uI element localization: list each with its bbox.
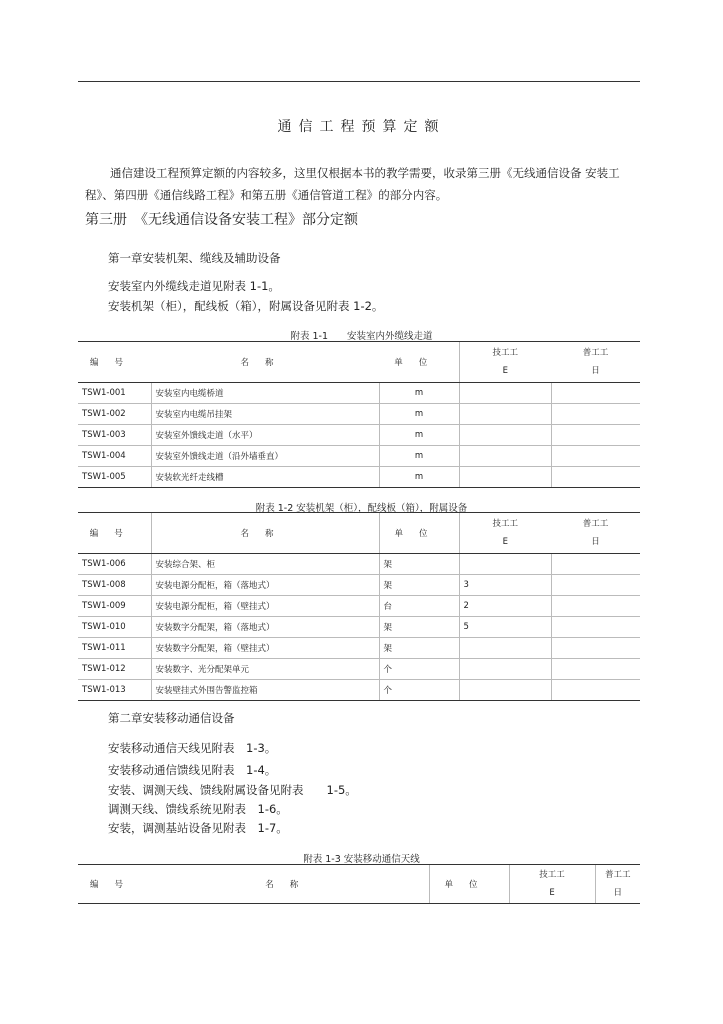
row-tech-labor — [459, 404, 551, 425]
chapter2-line-2: 安装移动通信馈线见附表 1-4。 — [108, 763, 277, 777]
header-tech-labor: 技工工 — [492, 519, 518, 529]
header-general-day: 日 — [591, 537, 600, 547]
row-general-labor — [551, 425, 640, 446]
chapter1-heading: 第一章安装机架、缆线及辅助设备 — [108, 251, 281, 265]
table1-header-row — [78, 342, 640, 383]
row-code: TSW1-012 — [78, 659, 151, 680]
intro-paragraph: 通信建设工程预算定额的内容较多，这里仅根据本书的教学需要，收录第三册《无线通信设备 安装工程》、第四册《通信线路工程》和第五册《通信管道工程》的部分内容。 — [85, 166, 620, 202]
row-unit: m — [379, 425, 459, 446]
header-unit: 单位 — [394, 358, 444, 368]
row-tech-labor: 5 — [459, 617, 551, 638]
table-row — [78, 638, 640, 659]
header-tech-day: E — [549, 888, 555, 898]
table-row — [78, 680, 640, 701]
chapter2-line-5: 安装，调测基站设备见附表 1-7。 — [108, 821, 288, 835]
row-tech-labor — [459, 446, 551, 467]
document-title: 通信工程预算定额 — [277, 119, 446, 135]
row-code: TSW1-005 — [78, 467, 151, 488]
row-name: 安装壁挂式外围告警监控箱 — [151, 680, 379, 701]
table-row — [78, 425, 640, 446]
header-tech-day: E — [502, 366, 508, 376]
row-code: TSW1-002 — [78, 404, 151, 425]
table-row — [78, 659, 640, 680]
chapter1-line-2: 安装机架（柜），配线板（箱），附属设备见附表 1-2。 — [108, 299, 384, 313]
row-general-labor — [551, 446, 640, 467]
row-name: 安装综合架、柜 — [151, 554, 379, 575]
header-tech-day: E — [502, 537, 508, 547]
header-name: 名称 — [240, 529, 290, 539]
row-general-labor — [551, 617, 640, 638]
chapter2-line-3: 安装、调测天线、馈线附属设备见附表 1-5。 — [108, 783, 357, 797]
row-code: TSW1-008 — [78, 575, 151, 596]
row-unit: 个 — [379, 659, 459, 680]
part3-heading: 第三册 《无线通信设备安装工程》部分定额 — [85, 212, 358, 228]
row-name: 安装室外馈线走道（沿外墙垂直） — [151, 446, 379, 467]
header-name: 名称 — [240, 358, 290, 368]
table1-caption: 附表 1-1 安装室内外缆线走道 — [290, 331, 433, 342]
header-general-day: 日 — [613, 888, 622, 898]
row-unit: m — [379, 404, 459, 425]
row-tech-labor — [459, 680, 551, 701]
table2 — [78, 512, 640, 701]
chapter2-line-4: 调测天线、馈线系统见附表 1-6。 — [108, 802, 288, 816]
header-general-labor: 普工工 — [582, 519, 609, 529]
row-code: TSW1-010 — [78, 617, 151, 638]
row-code: TSW1-013 — [78, 680, 151, 701]
row-name: 安装室外馈线走道（水平） — [151, 425, 379, 446]
table-row — [78, 554, 640, 575]
row-unit: m — [379, 467, 459, 488]
row-general-labor — [551, 596, 640, 617]
row-tech-labor — [459, 467, 551, 488]
row-name: 安装电源分配柜，箱（壁挂式） — [151, 596, 379, 617]
row-name: 安装室内电缆桥道 — [151, 383, 379, 404]
table-row — [78, 596, 640, 617]
row-code: TSW1-009 — [78, 596, 151, 617]
table-row — [78, 404, 640, 425]
row-name: 安装数字分配架，箱（壁挂式） — [151, 638, 379, 659]
row-code: TSW1-011 — [78, 638, 151, 659]
table-row — [78, 575, 640, 596]
row-unit: 个 — [379, 680, 459, 701]
row-name: 安装软光纤走线槽 — [151, 467, 379, 488]
header-general-labor: 普工工 — [604, 870, 631, 880]
chapter1-line-1: 安装室内外缆线走道见附表 1-1。 — [108, 279, 280, 293]
table1 — [78, 341, 640, 488]
table2-header-row — [78, 513, 640, 554]
row-tech-labor: 3 — [459, 575, 551, 596]
row-code: TSW1-006 — [78, 554, 151, 575]
row-unit: 架 — [379, 575, 459, 596]
row-unit: m — [379, 446, 459, 467]
row-unit: 台 — [379, 596, 459, 617]
row-general-labor — [551, 467, 640, 488]
table-row — [78, 617, 640, 638]
row-tech-labor — [459, 638, 551, 659]
header-unit: 单位 — [394, 529, 444, 539]
row-unit: 架 — [379, 617, 459, 638]
header-code: 编号 — [89, 529, 139, 539]
header-tech-labor: 技工工 — [492, 348, 518, 358]
table-row — [78, 383, 640, 404]
table3-header-row — [78, 865, 640, 904]
header-code: 编号 — [89, 358, 139, 368]
row-tech-labor — [459, 659, 551, 680]
row-tech-labor — [459, 383, 551, 404]
header-code: 编号 — [89, 880, 139, 890]
table-row — [78, 446, 640, 467]
row-code: TSW1-004 — [78, 446, 151, 467]
row-code: TSW1-001 — [78, 383, 151, 404]
chapter2-heading: 第二章安装移动通信设备 — [108, 711, 235, 725]
row-unit: m — [379, 383, 459, 404]
header-unit: 单位 — [444, 880, 494, 890]
header-general-labor: 普工工 — [582, 348, 609, 358]
row-general-labor — [551, 404, 640, 425]
row-tech-labor: 2 — [459, 596, 551, 617]
row-unit: 架 — [379, 638, 459, 659]
row-name: 安装数字、光分配架单元 — [151, 659, 379, 680]
row-unit: 架 — [379, 554, 459, 575]
row-general-labor — [551, 383, 640, 404]
row-name: 安装室内电缆吊挂架 — [151, 404, 379, 425]
row-general-labor — [551, 638, 640, 659]
header-name: 名称 — [265, 880, 315, 890]
row-name: 安装数字分配架，箱（落地式） — [151, 617, 379, 638]
row-code: TSW1-003 — [78, 425, 151, 446]
row-general-labor — [551, 575, 640, 596]
row-general-labor — [551, 680, 640, 701]
table2-caption: 附表 1-2 安装机架（柜），配线板（箱），附属设备 — [255, 503, 468, 514]
table3-caption: 附表 1-3 安装移动通信天线 — [303, 854, 420, 865]
row-tech-labor — [459, 554, 551, 575]
header-rule — [78, 81, 640, 82]
row-general-labor — [551, 659, 640, 680]
row-general-labor — [551, 554, 640, 575]
table3 — [78, 864, 640, 904]
header-general-day: 日 — [591, 366, 600, 376]
header-tech-labor: 技工工 — [539, 870, 565, 880]
row-tech-labor — [459, 425, 551, 446]
row-name: 安装电源分配柜，箱（落地式） — [151, 575, 379, 596]
chapter2-line-1: 安装移动通信天线见附表 1-3。 — [108, 741, 277, 755]
table-row — [78, 467, 640, 488]
